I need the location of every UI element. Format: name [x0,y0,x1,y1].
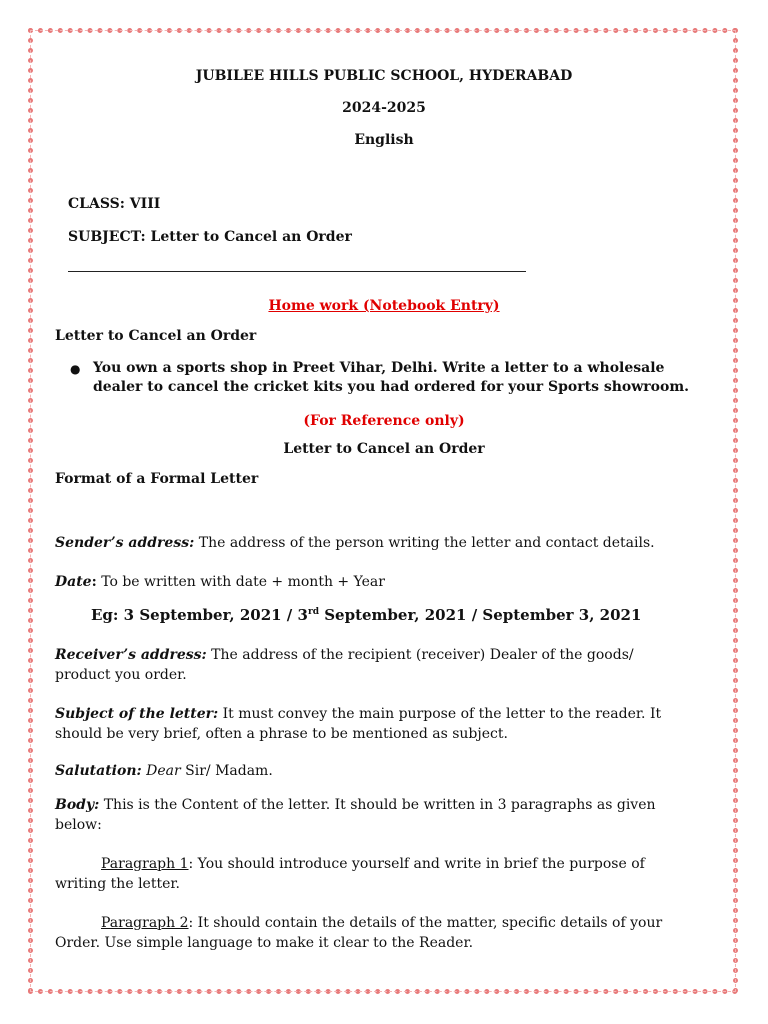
paragraph-2-block [55,913,662,953]
format-heading: Format of a Formal Letter [55,471,259,487]
sender-address-line [55,535,655,551]
paragraph-1-text-2: writing the letter. [55,876,180,892]
subject-term: Subject of the letter: [55,706,219,722]
academic-year: 2024-2025 [342,100,426,116]
date-text: To be written with date + month + Year [96,574,385,590]
receiver-text-2: product you order. [55,667,187,683]
homework-topic: Letter to Cancel an Order [55,328,257,344]
paragraph-1-text-1: : You should introduce yourself and write in brief the purpose of [188,856,645,872]
subject-line: SUBJECT: Letter to Cancel an Order [68,229,352,245]
subject-text-1: It must convey the main purpose of the letter to the reader. It [218,706,662,722]
class-line: CLASS: VIII [68,196,161,212]
homework-bullet-line-2: dealer to cancel the cricket kits you had ordered for your Sports showroom. [93,379,690,395]
page-border [28,28,738,994]
receiver-term: Receiver’s address: [55,647,207,663]
sender-term: Sender’s address: [55,535,195,551]
paragraph-2-label: Paragraph 2 [101,915,189,931]
salutation-text: Sir/ Madam. [180,763,273,779]
body-text-1: This is the Content of the letter. It should be written in 3 paragraphs as given [99,797,656,813]
homework-bullet-line-1: You own a sports shop in Preet Vihar, Delhi. Write a letter to a wholesale [93,360,665,376]
reference-note: (For Reference only) [303,413,465,429]
date-example-part2: September, 2021 / September 3, 2021 [319,606,642,624]
date-term: Date [55,574,92,590]
sender-text: The address of the person writing the letter and contact details. [194,535,655,551]
paragraph-2-text-1: : It should contain the details of the matter, specific details of your [188,915,663,931]
body-block [55,795,656,835]
body-term: Body: [55,797,100,813]
salutation-line [55,763,273,779]
school-name: JUBILEE HILLS PUBLIC SCHOOL, HYDERABAD [195,68,573,84]
subject-of-letter-block [55,704,661,744]
date-example-sup: rd [307,607,319,617]
date-example [91,606,641,624]
divider-line [68,271,526,272]
salutation-dear: Dear [141,763,181,779]
date-colon: : [91,574,97,590]
date-line [55,574,385,590]
body-text-2: below: [55,817,102,833]
subject-area: English [354,132,414,148]
salutation-term: Salutation: [55,763,142,779]
paragraph-2-text-2: Order. Use simple language to make it clear to the Reader. [55,935,474,951]
paragraph-1-label: Paragraph 1 [101,856,189,872]
date-example-part1: Eg: 3 September, 2021 / 3 [91,606,308,624]
paragraph-1-block [55,854,645,894]
bullet-icon: ● [70,362,81,376]
subject-text-2: should be very brief, often a phrase to be mentioned as subject. [55,726,508,742]
homework-title: Home work (Notebook Entry) [268,298,500,314]
reference-title: Letter to Cancel an Order [283,441,485,457]
receiver-address-block [55,645,634,685]
receiver-text-1: The address of the recipient (receiver) Dealer of the goods/ [206,647,634,663]
